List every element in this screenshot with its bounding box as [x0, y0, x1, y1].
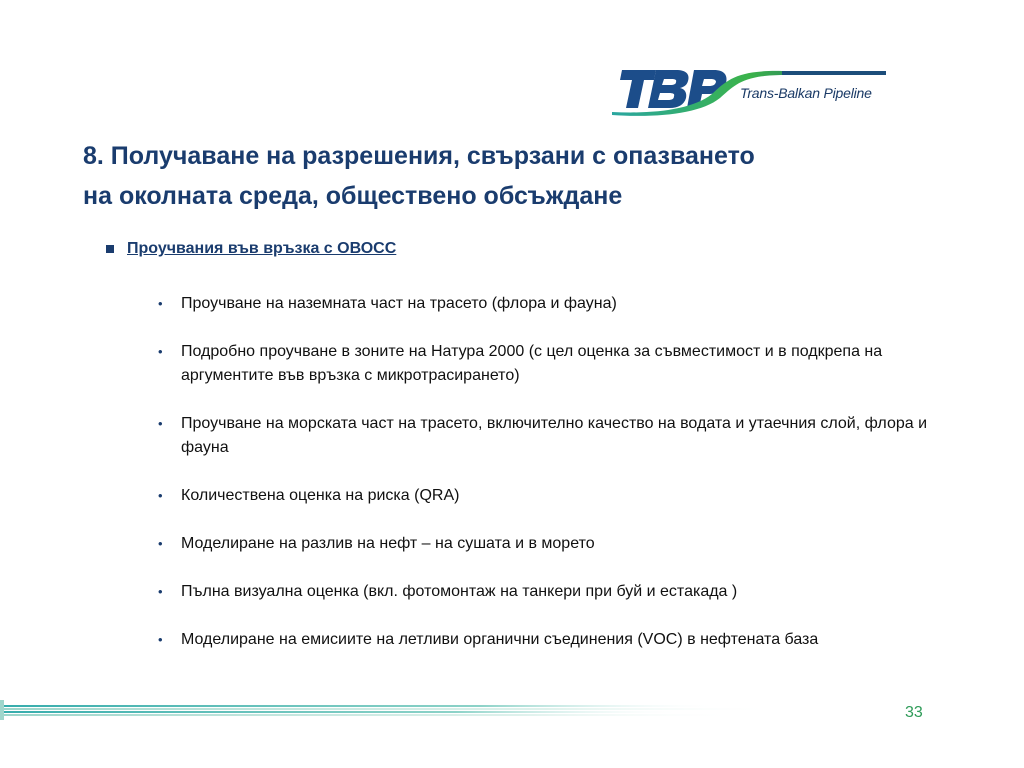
bullet-dot-icon: •	[158, 584, 163, 599]
slide-title-line-1: 8. Получаване на разрешения, свързани с опазването	[83, 142, 755, 170]
bullet-dot-icon: •	[158, 488, 163, 503]
tbp-logo	[612, 64, 888, 120]
list-item-text: Проучване на морската част на трасето, включително качество на водата и утаечния слой, флора и фауна	[181, 415, 928, 456]
section-heading-link[interactable]: Проучвания във връзка с ОВОСС	[127, 240, 397, 257]
square-bullet-icon	[106, 245, 114, 253]
list-item	[158, 628, 958, 652]
footer-lines-graphic	[0, 700, 1024, 720]
bullet-dot-icon: •	[158, 536, 163, 551]
page-number: 33	[905, 704, 923, 721]
bullet-list	[158, 292, 958, 676]
list-item	[158, 532, 958, 556]
list-item	[158, 292, 958, 316]
list-item-text: Подробно проучване в зоните на Натура 2000 (с цел оценка за съвместимост и в подкрепа на аргументите във връзка с микротрасирането)	[181, 343, 883, 384]
list-item	[158, 412, 958, 460]
slide-title	[83, 136, 903, 216]
bullet-dot-icon: •	[158, 416, 163, 431]
section-heading	[106, 240, 396, 258]
list-item-text: Моделиране на разлив на нефт – на сушата и в морето	[181, 535, 595, 552]
list-item-text: Моделиране на емисиите на летливи органични съединения (VOC) в нефтената база	[181, 631, 819, 648]
logo-wordmark: Trans-Balkan Pipeline	[740, 85, 872, 101]
footer-decoration	[0, 700, 1024, 720]
bullet-dot-icon: •	[158, 344, 163, 359]
list-item-text: Количествена оценка на риска (QRA)	[181, 487, 460, 504]
bullet-dot-icon: •	[158, 632, 163, 647]
list-item-text: Пълна визуална оценка (вкл. фотомонтаж на танкери при буй и естакада )	[181, 583, 738, 600]
list-item	[158, 484, 958, 508]
slide-title-line-2: на околната среда, обществено обсъждане	[83, 182, 623, 210]
list-item	[158, 340, 958, 388]
logo-bar	[782, 71, 886, 75]
bullet-dot-icon: •	[158, 296, 163, 311]
list-item-text: Проучване на наземната част на трасето (флора и фауна)	[181, 295, 617, 312]
list-item	[158, 580, 958, 604]
